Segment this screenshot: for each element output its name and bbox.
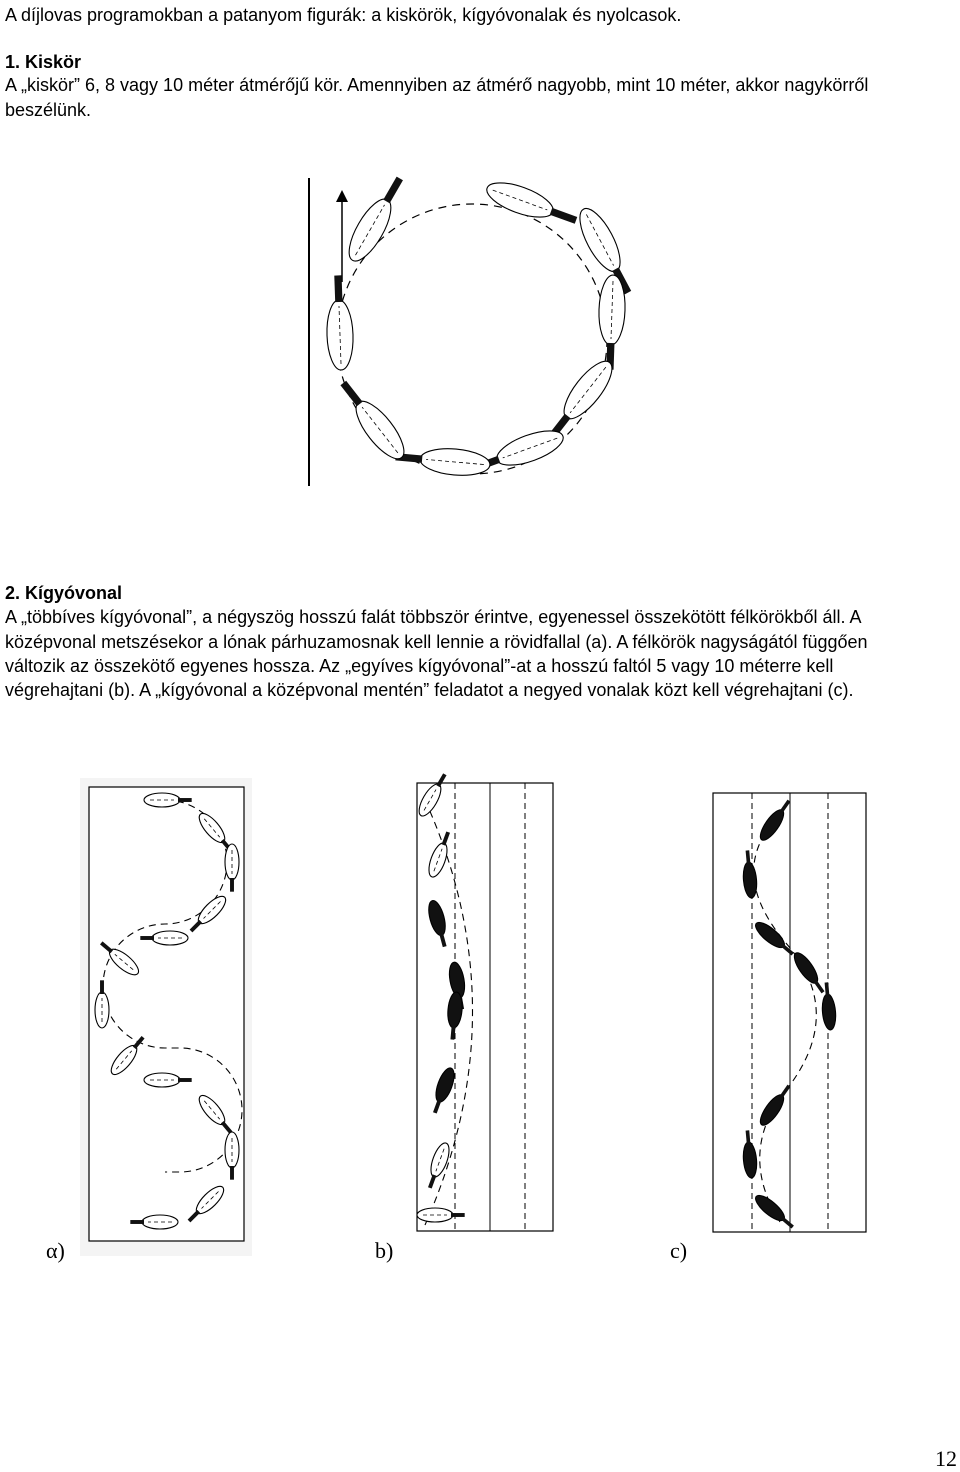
caption-c: c)	[670, 1238, 688, 1263]
intro-text: A díjlovas programokban a patanyom figurák: a kiskörök, kígyóvonalak és nyolcasok.	[5, 5, 682, 25]
section2-line-2: középvonal metszésekor a lónak párhuzamosnak kell lennie a rövidfallal (a). A félkörök nagyságától függően	[5, 632, 868, 652]
section1-line-2: beszélünk.	[5, 100, 92, 120]
section1-line-1: A „kiskör” 6, 8 vagy 10 méter átmérőjű kör. Amennyiben az átmérő nagyobb, mint 10 méter, akkor nagykörről	[5, 75, 869, 95]
section2-line-1: A „többíves kígyóvonal”, a négyszög hosszú falát többször érintve, egyenessel összekötött félkörökből áll. A	[5, 607, 862, 627]
caption-a: α)	[46, 1238, 65, 1263]
section2-line-4: végrehajtani (b). A „kígyóvonal a középvonal mentén” feladatot a negyed vonalak közt kell végrehajtani (c).	[5, 680, 854, 700]
section2-line-3: változik az összekötő egyenes hossza. Az „egyíves kígyóvonal”-at a hosszú faltól 5 vagy 10 méterre kell	[5, 656, 834, 676]
section2-heading: 2. Kígyóvonal	[5, 583, 123, 603]
caption-b: b)	[375, 1238, 394, 1263]
page-number: 12	[935, 1446, 957, 1471]
section1-heading: 1. Kiskör	[5, 52, 82, 72]
